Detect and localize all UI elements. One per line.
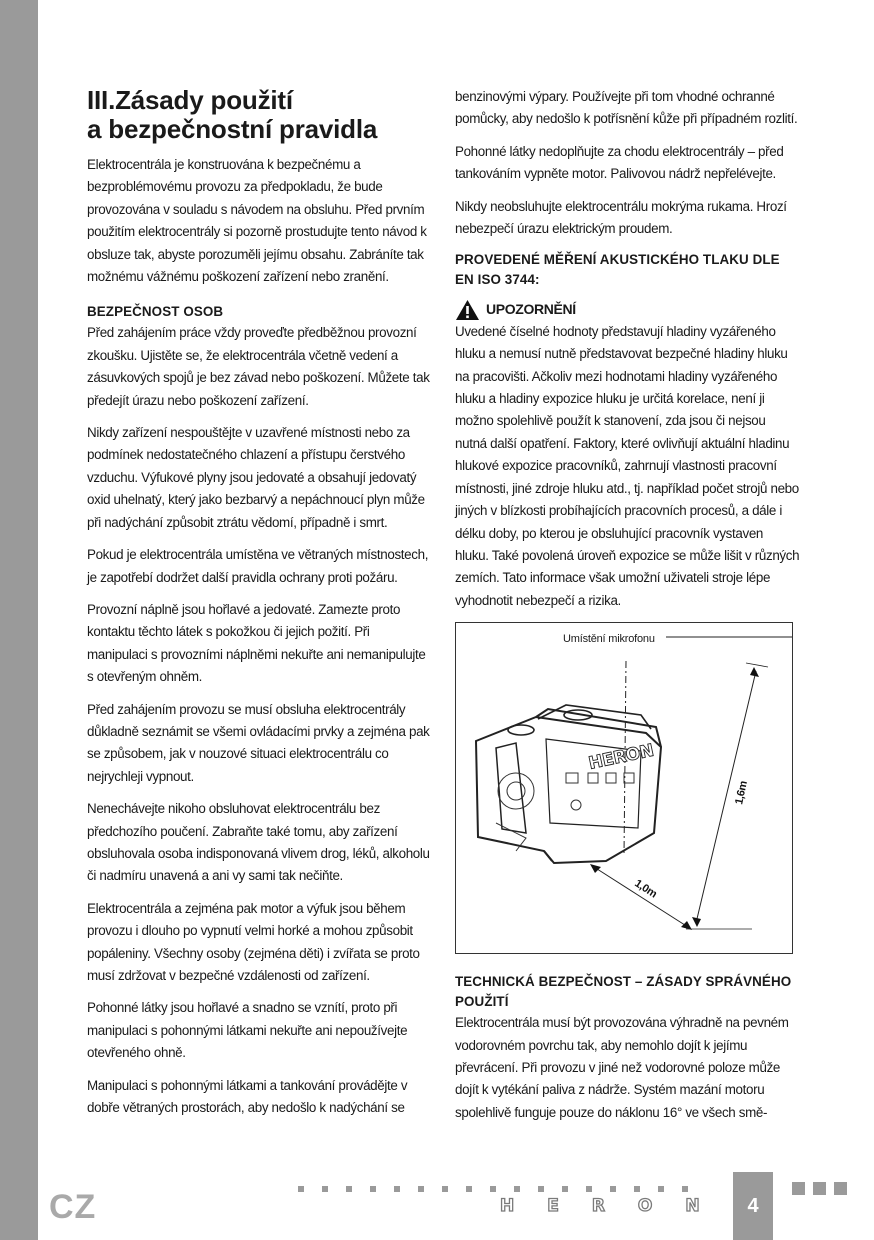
technical-safety-text: Elektrocentrála musí být provozována výhradně na pevném vodorovném povrchu tak, aby nemohlo dojít k jejímu převrácení. Při provozu v jiné než vodorovné poloze může dojít k vytékání paliva z nádrže. Systém mazání motoru spolehlivě funguje pouze do náklonu 16° ve všech smě- <box>455 1015 789 1120</box>
paragraph: Pohonné látky jsou hořlavé a snadno se vznítí, proto při manipulaci s pohonnými látkami nekuřte ani nepoužívejte otevřeného ohně. <box>87 1000 408 1061</box>
warning-label: UPOZORNĚNÍ <box>486 301 576 318</box>
paragraph: Nikdy neobsluhujte elektrocentrálu mokrýma rukama. Hrozí nebezpečí úrazu elektrickým proudem. <box>455 198 787 237</box>
footer-dotted-line <box>298 1186 688 1192</box>
section-heading-personal-safety: BEZPEČNOST OSOB <box>87 304 224 320</box>
footer-brand-logo: HERON <box>500 1196 733 1216</box>
paragraph: Manipulaci s pohonnými látkami a tankování provádějte v dobře větraných prostorách, aby nedošlo k nadýchání se <box>87 1077 408 1116</box>
microphone-placement-figure <box>455 622 793 954</box>
paragraph: Nikdy zařízení nespouštějte v uzavřené místnosti nebo za podmínek nedostatečného chlazení a přístupu čerstvého vzduchu. Výfukové plyny jsou jedovaté a obsahují jedovatý oxid uhelnatý, který jako bezbarvý a nepáchnoucí plyn může při nadýchání způsobit ztrátu vědomí, případně i smrt. <box>87 425 425 530</box>
acoustic-heading: PROVEDENÉ MĚŘENÍ AKUSTICKÉHO TLAKU DLE EN ISO 3744: <box>455 252 780 288</box>
paragraph: Elektrocentrála a zejména pak motor a výfuk jsou během provozu i dlouho po vypnutí velmi horké a mohou způsobit popáleniny. Všechny osoby (zejména děti) i zvířata se proto musí zdržovat v bezpečné vzdálenosti od zařízení. <box>87 900 420 983</box>
footer-squares <box>792 1182 847 1195</box>
page-number-text: 4 <box>747 1194 759 1217</box>
intro-paragraph: Elektrocentrála je konstruována k bezpečnému a bezproblémovému provozu za předpokladu, že bude provozována v souladu s návodem na obsluhu. Před prvním použitím elektrocentrály si pozorně prostudujte tento návod k obsluze tak, abyste porozuměli jejímu obsahu. Zabráníte tak možnému vážnému poškození zařízení nebo zranění. <box>87 157 427 285</box>
generator-brand-text: HERON <box>586 740 656 775</box>
paragraph: Pokud je elektrocentrála umístěna ve větraných místnostech, je zapotřebí dodržet další pravidla ochrany proti požáru. <box>87 547 429 585</box>
paragraph: Pohonné látky nedoplňujte za chodu elektrocentrály – před tankováním vypněte motor. Palivovou nádrž nepřelévejte. <box>455 143 784 182</box>
height-dimension-line <box>696 671 756 923</box>
left-column <box>87 86 430 1129</box>
warning-triangle-icon <box>455 299 480 321</box>
paragraph: Před zahájením provozu se musí obsluha elektrocentrály důkladně seznámit se všemi ovládacími prvky a zejména pak se způsobem, jak v nouzové situaci elektrocentrálu co nejrychleji vypnout. <box>87 701 430 784</box>
paragraph: Před zahájením práce vždy proveďte předběžnou provozní zkoušku. Ujistěte se, že elektrocentrála včetně vedení a zásuvkových spojů je bez závad nebo poškození. Můžete tak předejít úrazu nebo poškození zařízení. <box>87 325 430 408</box>
title-line-1: III.Zásady použití <box>87 85 293 115</box>
generator-frame <box>476 709 661 863</box>
paragraph: Provozní náplně jsou hořlavé a jedovaté. Zamezte proto kontaktu těchto látek s pokožkou či jejich požití. Při manipulaci s provozními náplněmi nekuřte ani nemanipulujte s otevřeným ohněm. <box>87 601 426 685</box>
page-number <box>733 1172 773 1240</box>
height-label: 1,6m <box>733 780 750 806</box>
paragraph: benzinovými výpary. Používejte při tom vhodné ochranné pomůcky, aby nedošlo k potřísnění kůže při případném rozlití. <box>455 89 798 127</box>
right-column <box>455 86 800 1134</box>
title-line-2: a bezpečnostní pravidla <box>87 114 378 144</box>
technical-safety-heading: TECHNICKÁ BEZPEČNOST – ZÁSADY SPRÁVNÉHO POUŽITÍ <box>455 974 792 1010</box>
mic-label: Umístění mikrofonu <box>563 633 655 646</box>
language-code: CZ <box>49 1188 97 1226</box>
distance-label: 1,0m <box>632 877 659 901</box>
left-side-bar <box>0 0 38 1240</box>
engine-detail <box>496 773 634 851</box>
warning-text: Uvedené číselné hodnoty představují hladiny vyzářeného hluku a nemusí nutně představovat bezpečné hladiny hluku na pracovišti. Ačkoliv mezi hodnotami hladiny vyzářeného hluku a hladiny expozice hluku je určitá korelace, není ji možno spolehlivě použít k stanovení, zda jsou či nejsou nutná další opatření. Faktory, které ovlivňují aktuální hladinu hlukové expozice pracovníků, zahrnují vlastnosti pracovní místnosti, jiné zdroje hluku atd., tj. například počet strojů nebo jiných v blízkosti probíhajících pracovních procesů, a dále i délku doby, po kterou je obsluhující pracovník vystaven hluku. Také povolená úroveň expozice se může lišit v různých zemích. Tato informace však umožní uživateli stroje lépe vyhodnotit nebezpečí a rizika. <box>455 323 800 608</box>
distance-dimension-line <box>594 867 688 927</box>
warning-heading <box>455 298 800 320</box>
paragraph: Nenechávejte nikoho obsluhovat elektrocentrálu bez předchozího poučení. Zabraňte také tomu, aby zařízení obsluhovala osoba indisponovaná vlivem drog, léků, alkoholu či nadmíru unavená a ani vy sami tak nečiňte. <box>87 801 430 884</box>
generator-diagram <box>456 623 792 953</box>
chapter-title <box>87 86 430 144</box>
